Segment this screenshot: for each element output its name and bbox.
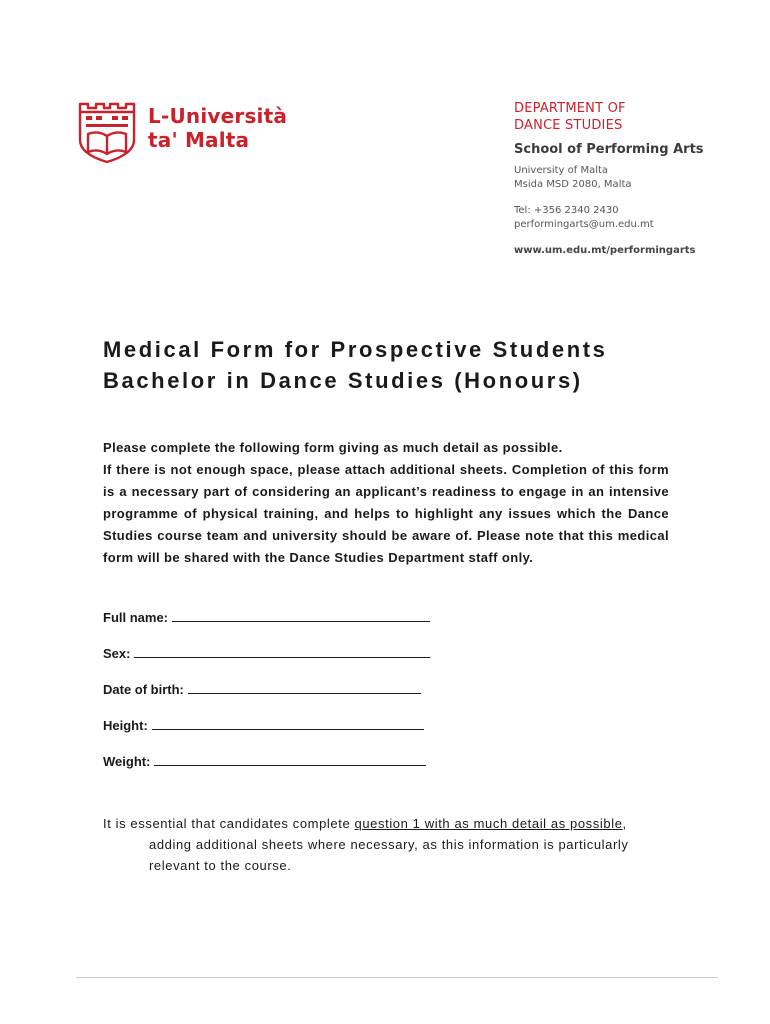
note-prefix: It is essential that candidates complete: [103, 816, 355, 831]
logo-line-2: ta' Malta: [148, 128, 250, 152]
height-label: Height:: [103, 718, 148, 733]
logo-line-1: L-Università: [148, 104, 288, 128]
height-blank[interactable]: [152, 716, 424, 730]
full-name-field[interactable]: [103, 608, 430, 628]
title-line-2: Bachelor in Dance Studies (Honours): [103, 368, 583, 393]
footer-divider: [76, 977, 718, 978]
essential-note: [103, 813, 683, 876]
full-name-blank[interactable]: [172, 608, 430, 622]
weight-label: Weight:: [103, 754, 151, 769]
address-line-2: Msida MSD 2080, Malta: [514, 179, 632, 190]
address-block: [514, 164, 754, 192]
sex-blank[interactable]: [134, 644, 430, 658]
crest-icon: [76, 100, 138, 164]
website: www.um.edu.mt/performingarts: [514, 245, 696, 256]
university-logo: [76, 100, 287, 164]
note-line-1: [103, 813, 683, 834]
address-line-1: University of Malta: [514, 165, 609, 176]
sex-label: Sex:: [103, 646, 131, 661]
department-name-line-1: DEPARTMENT OF: [514, 101, 626, 116]
university-wordmark: [148, 104, 287, 152]
full-name-label: Full name:: [103, 610, 169, 625]
form-title: [103, 334, 608, 396]
note-underlined: question 1 with as much detail as possible: [354, 816, 623, 831]
email: performingarts@um.edu.mt: [514, 219, 654, 230]
weight-field[interactable]: [103, 752, 430, 772]
date-of-birth-blank[interactable]: [188, 680, 421, 694]
title-line-1: Medical Form for Prospective Students: [103, 337, 608, 362]
intro-text: [103, 437, 669, 569]
contact-block: [514, 204, 754, 232]
school-name: School of Performing Arts: [514, 142, 704, 157]
note-line-3: relevant to the course.: [149, 858, 292, 873]
telephone: Tel: +356 2340 2430: [514, 205, 619, 216]
intro-paragraph: If there is not enough space, please attach additional sheets. Completion of this form is a necessary part of considering an applicant’s readiness to engage in an intensive programme of physical training, and helps to highlight any issues which the Dance Studies course team and university should be aware of. Please note that this medical form will be shared with the Dance Studies Department staff only.: [103, 462, 669, 565]
date-of-birth-label: Date of birth:: [103, 682, 184, 697]
department-name-line-2: DANCE STUDIES: [514, 118, 623, 133]
personal-details-fields: [103, 608, 430, 788]
sex-field[interactable]: [103, 644, 430, 664]
weight-blank[interactable]: [154, 752, 426, 766]
intro-line-1: Please complete the following form giving as much detail as possible.: [103, 440, 563, 455]
height-field[interactable]: [103, 716, 430, 736]
note-line-2: adding additional sheets where necessary, as this information is particularly: [149, 837, 629, 852]
note-suffix: ,: [622, 816, 627, 831]
department-header: [514, 100, 754, 258]
date-of-birth-field[interactable]: [103, 680, 430, 700]
